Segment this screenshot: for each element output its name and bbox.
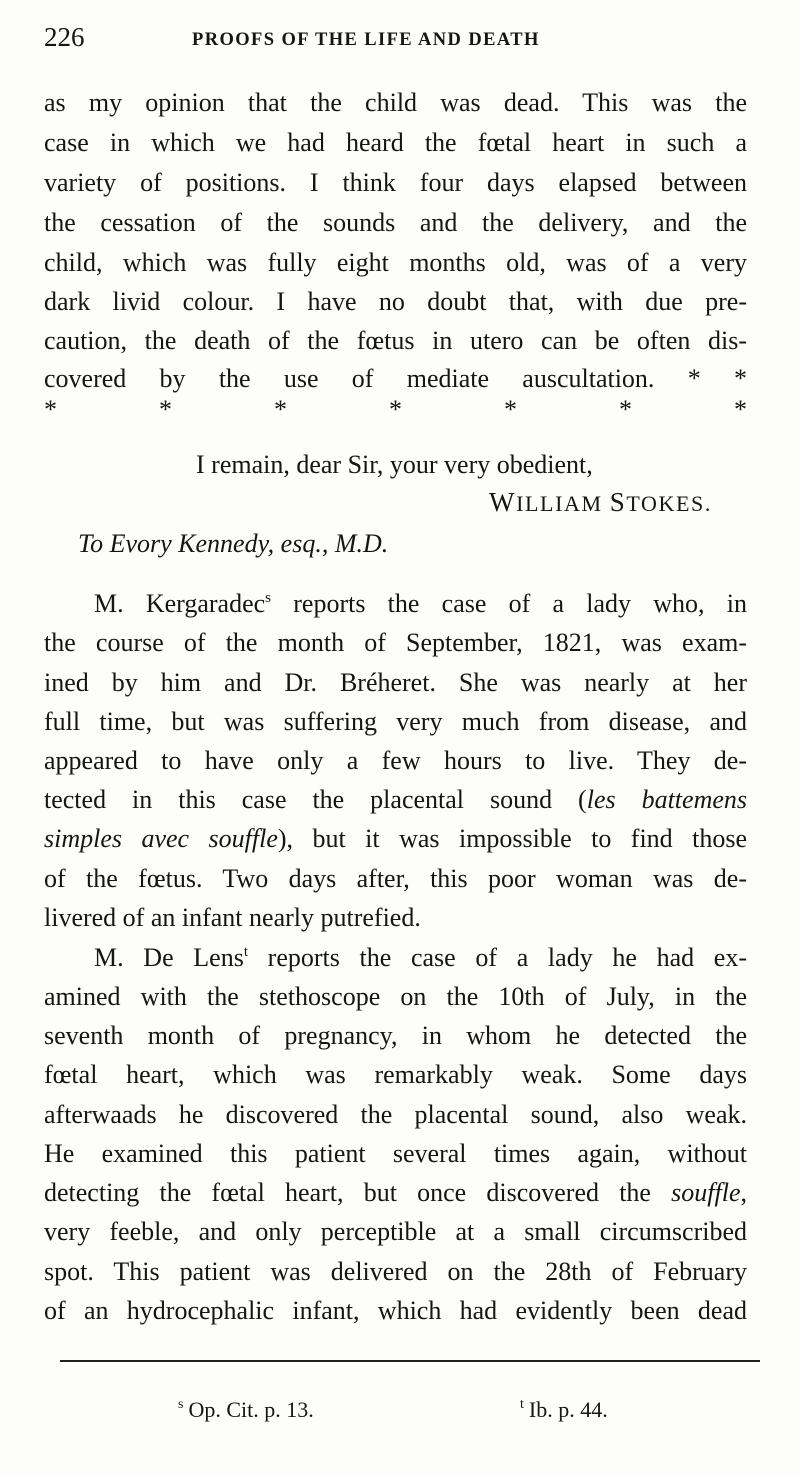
text-line: afterwaads he discovered the placental sound, also weak. [44, 1100, 747, 1129]
asterisk: * [274, 395, 287, 424]
text-line: very feeble, and only perceptible at a small circumscribed [44, 1217, 747, 1246]
asterisk: * [389, 395, 402, 424]
text-line: covered by the use of mediate auscultation. * * [44, 364, 747, 393]
page-header [44, 22, 744, 62]
asterisk: * [44, 395, 57, 424]
text-line: variety of positions. I think four days elapsed between [44, 168, 747, 197]
text-line: of an hydrocephalic infant, which had evidently been dead [44, 1296, 747, 1325]
text-line: M. Kergaradec$^s$ reports the case of a lady who, in [94, 589, 747, 618]
page-number: 226 [44, 22, 85, 52]
text-line: seventh month of pregnancy, in whom he detected the [44, 1021, 747, 1050]
text-line: child, which was fully eight months old, was of a very [44, 248, 747, 277]
letter-signature: WILLIAM STOKES. [488, 487, 712, 517]
text-line: case in which we had heard the fœtal heart in such a [44, 128, 747, 157]
text-line: full time, but was suffering very much from disease, and [44, 707, 747, 736]
text-line: ined by him and Dr. Bréheret. She was nearly at her [44, 668, 747, 697]
text-line: M. De Lens$^t$ reports the case of a lady he had ex- [94, 943, 747, 972]
running-head: PROOFS OF THE LIFE AND DEATH [192, 30, 540, 50]
text-line: as my opinion that the child was dead. This was the [44, 88, 747, 117]
text-line: livered of an infant nearly putrefied. [44, 903, 421, 932]
text-line: the cessation of the sounds and the delivery, and the [44, 208, 747, 237]
text-line: of the fœtus. Two days after, this poor woman was de- [44, 864, 747, 893]
text-line: appeared to have only a few hours to live. They de- [44, 746, 747, 775]
asterisk: * [159, 395, 172, 424]
text-line: caution, the death of the fœtus in utero can be often dis- [44, 326, 747, 355]
text-line: dark livid colour. I have no doubt that, with due pre- [44, 287, 747, 316]
text-line: fœtal heart, which was remarkably weak. Some days [44, 1060, 747, 1089]
text-line: tected in this case the placental sound (les battemens [44, 785, 748, 814]
asterisk: * [504, 395, 517, 424]
footnote: $^t$ Ib. p. 44. [520, 1397, 608, 1422]
letter-closing: I remain, dear Sir, your very obedient, [196, 450, 593, 479]
footnote-ref: s [265, 590, 272, 606]
text-line: detecting the fœtal heart, but once discovered the souffle, [44, 1178, 747, 1207]
text-line: spot. This patient was delivered on the 28th of February [44, 1257, 747, 1286]
letter-addressee: To Evory Kennedy, esq., M.D. [78, 529, 389, 558]
asterisk: * [734, 395, 747, 424]
text-line: simples avec souffle), but it was impossible to find those [44, 824, 748, 853]
text-line: the course of the month of September, 1821, was exam- [44, 628, 747, 657]
text-line: amined with the stethoscope on the 10th of July, in the [44, 982, 747, 1011]
asterism-row [44, 395, 747, 425]
footnote-rule [60, 1360, 760, 1362]
text-line: He examined this patient several times again, without [44, 1139, 747, 1168]
footnote-ref: t [243, 944, 248, 960]
asterisk: * [619, 395, 632, 424]
footnote: $^s$ Op. Cit. p. 13. [178, 1397, 314, 1422]
